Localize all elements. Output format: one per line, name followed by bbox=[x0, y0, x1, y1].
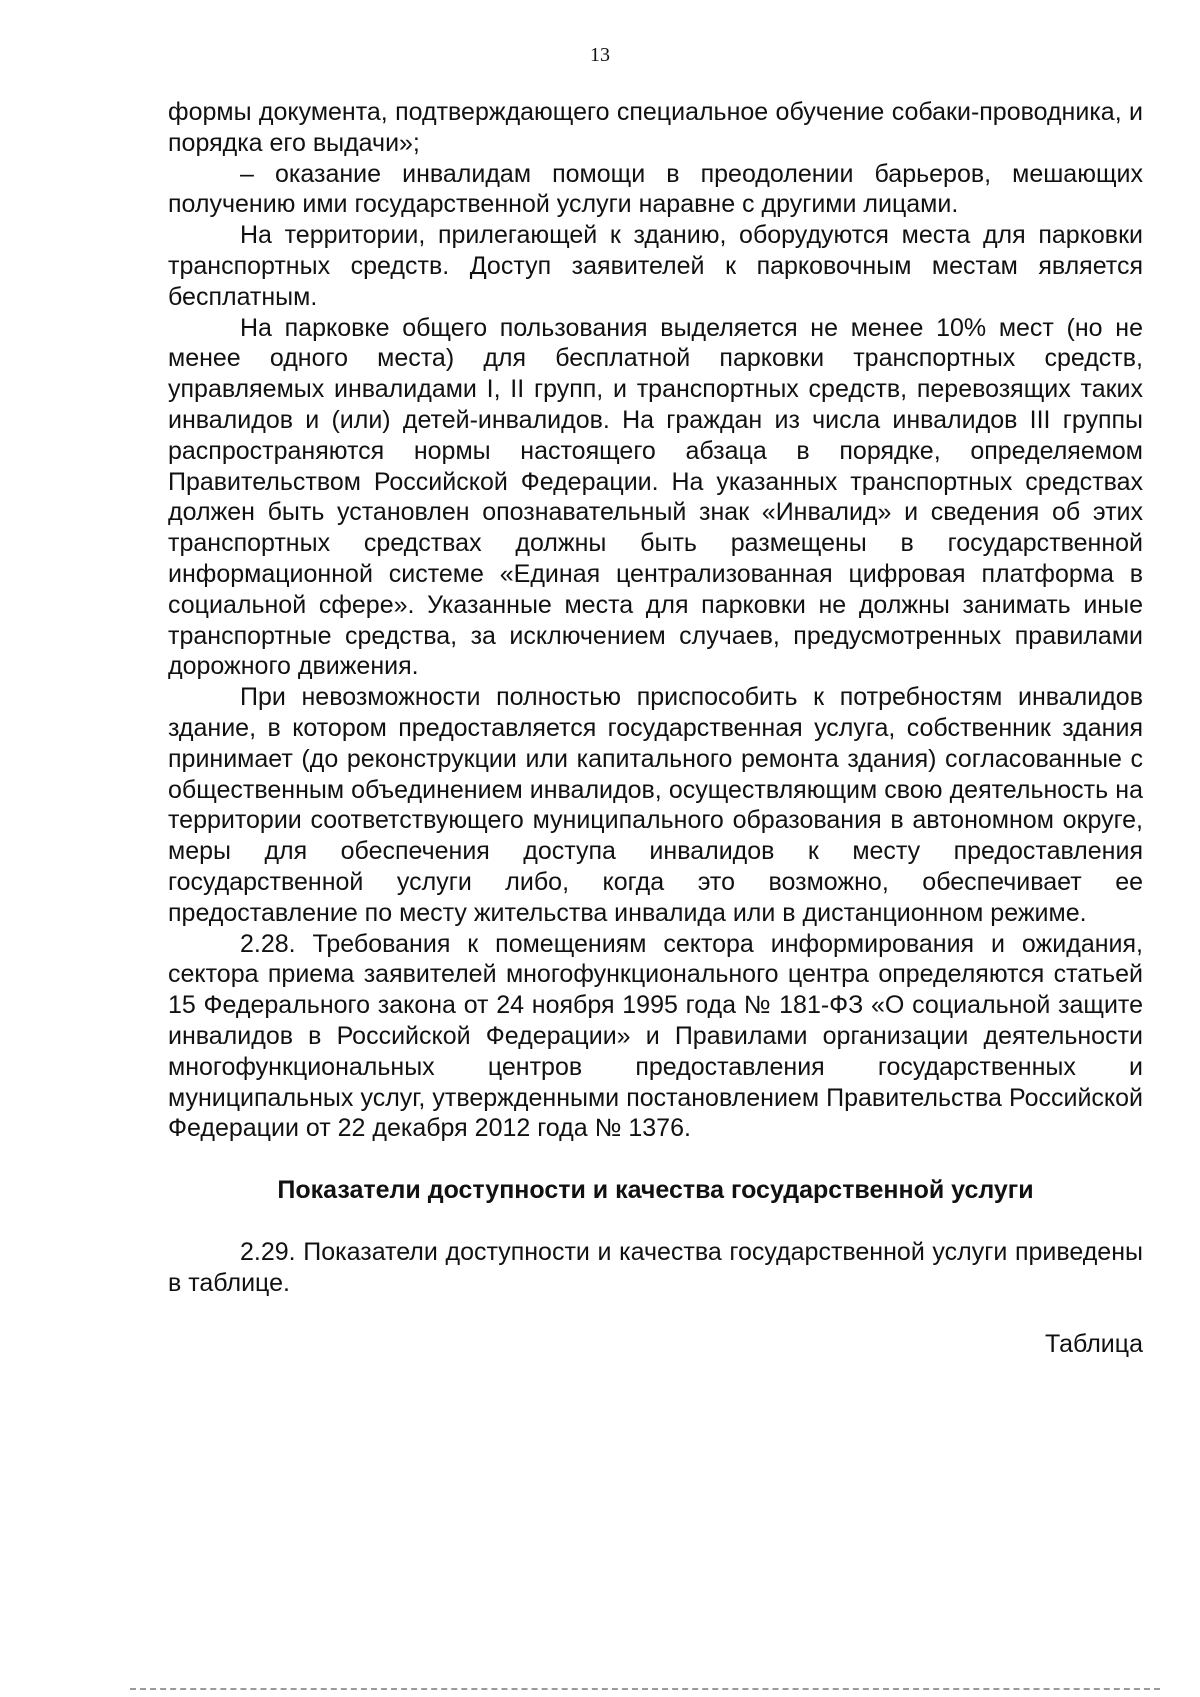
paragraph-2-29: 2.29. Показатели доступности и качества государственной услуги приведены в таблице. bbox=[168, 1237, 1143, 1297]
paragraph-parking: На территории, прилегающей к зданию, оборудуются места для парковки транспортных средств. Доступ заявителей к парковочным местам является бесплатным. bbox=[168, 221, 1143, 311]
paragraph-continuation: формы документа, подтверждающего специальное обучение собаки-проводника, и порядка его выдачи»; bbox=[168, 98, 1143, 157]
page-number: 13 bbox=[590, 44, 610, 66]
paragraph-parking-disabled: На парковке общего пользования выделяется не менее 10% мест (но не менее одного места) для бесплатной парковки транспортных средств, управляемых инвалидами I, II групп, и транспортных средств, перевозящих таких инвалидов и (или) детей-инвалидов. На граждан из числа инвалидов III группы распространяются нормы настоящего абзаца в порядке, определяемом Правительством Российской Федерации. На указанных транспортных средствах должен быть установлен опознавательный знак «Инвалид» и сведения об этих транспортных средствах должны быть размещены в государственной информационной системе «Единая централизованная цифровая платформа в социальной сфере». Указанные места для парковки не должны занимать иные транспортные средства, за исключением случаев, предусмотренных правилами дорожного движения. bbox=[168, 313, 1143, 681]
page-bottom-border bbox=[130, 1688, 1160, 1690]
paragraph-2-28: 2.28. Требования к помещениям сектора информирования и ожидания, сектора приема заявителей многофункционального центра определяются статьей 15 Федерального закона от 24 ноября 1995 года № 181-ФЗ «О социальной защите инвалидов в Российской Федерации» и Правилами организации деятельности многофункциональных центров предоставления государственных и муниципальных услуг, утвержденными постановлением Правительства Российской Федерации от 22 декабря 2012 года № 1376. bbox=[168, 929, 1143, 1143]
section-heading: Показатели доступности и качества государственной услуги bbox=[277, 1176, 1034, 1205]
paragraph-dash-item: – оказание инвалидам помощи в преодолении барьеров, мешающих получению ими государственной услуги наравне с другими лицами. bbox=[168, 159, 1143, 219]
paragraph-building-access: При невозможности полностью приспособить к потребностям инвалидов здание, в котором предоставляется государственная услуга, собственник здания принимает (до реконструкции или капитального ремонта здания) согласованные с общественным объединением инвалидов, осуществляющим свою деятельность на территории соответствующего муниципального образования в автономном округе, меры для обеспечения доступа инвалидов к месту предоставления государственной услуги либо, когда это возможно, обеспечивает ее предоставление по месту жительства инвалида или в дистанционном режиме. bbox=[168, 683, 1143, 927]
table-label: Таблица bbox=[1044, 1330, 1143, 1359]
document-body bbox=[168, 97, 1143, 1360]
